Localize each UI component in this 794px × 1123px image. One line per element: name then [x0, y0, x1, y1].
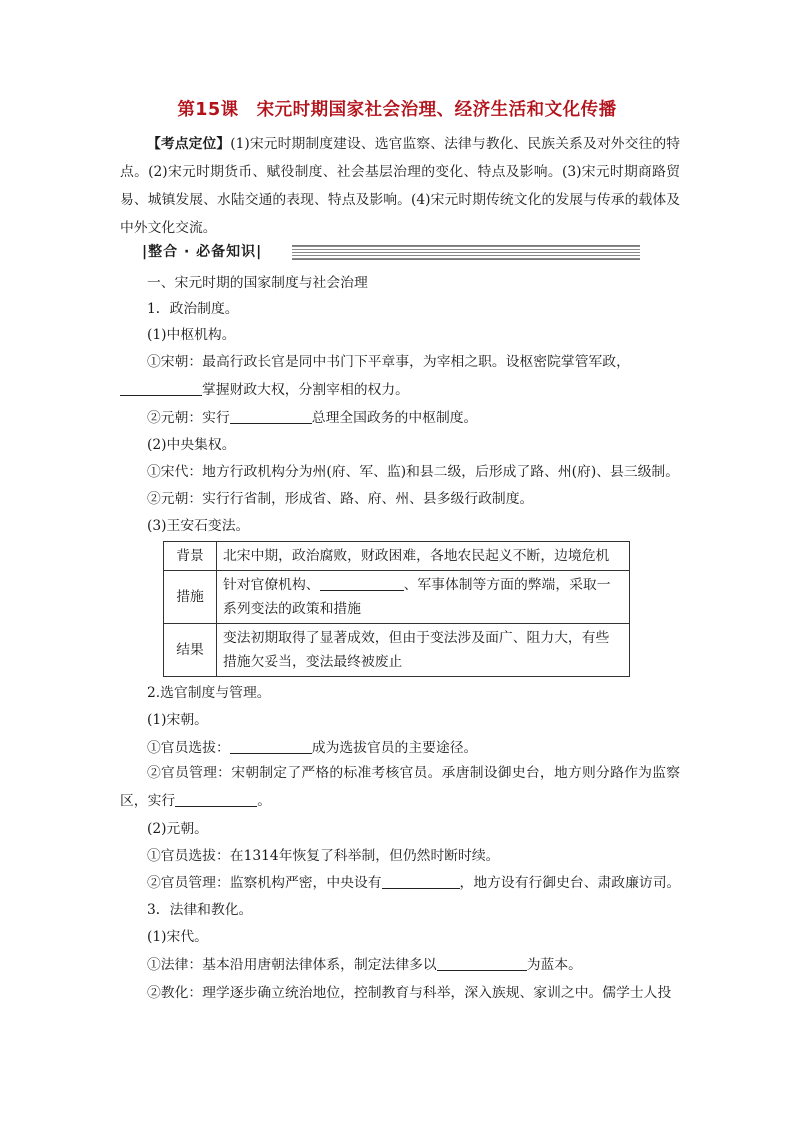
- measures-text-b: 、军事体制等方面的弊端，采取一系列变法的政策和措施: [223, 577, 611, 617]
- section-header-label: |整合 · 必备知识|: [142, 244, 263, 260]
- table-cell-background: 北宋中期，政治腐败，财政困难，各地农民起义不断，边境危机: [217, 542, 630, 571]
- yuan-local-line: ②元朝：实行行省制，形成省、路、府、州、县多级行政制度。: [147, 491, 534, 507]
- heading-song-era: (1)宋代。: [147, 929, 208, 945]
- yuan-management-text-b: ，地方设有行御史台、肃政廉访司。: [459, 875, 681, 891]
- table-cell-result: 变法初期取得了显著成效，但由于变法涉及面广、阻力大，有些措施欠妥当，变法最终被废止: [217, 624, 630, 677]
- heading-national-system: 一、宋元时期的国家制度与社会治理: [147, 275, 368, 291]
- song-central-text-2: 掌握财政大权，分割宰相的权力。: [202, 382, 409, 398]
- heading-song-dynasty: (1)宋朝。: [147, 712, 208, 728]
- heading-central-organs: (1)中枢机构。: [147, 327, 236, 343]
- blank-yuan-system[interactable]: [230, 409, 312, 424]
- reform-table: [163, 541, 630, 677]
- law-text-b: 为蓝本。: [526, 957, 582, 973]
- song-management-text-b: 。: [257, 793, 271, 809]
- blank-reform-measures[interactable]: [320, 576, 404, 591]
- song-selection-text-a: ①官员选拔：: [147, 740, 230, 756]
- law-text-a: ①法律：基本沿用唐朝法律体系，制定法律多以: [147, 957, 437, 973]
- blank-law-basis[interactable]: [437, 956, 527, 971]
- table-row: [164, 542, 630, 571]
- yuan-management-line: [120, 873, 680, 893]
- yuan-central-line: [120, 408, 477, 428]
- song-management-text-a: ②官员管理：宋朝制定了严格的标准考核官员。承唐制设御史台，地方则分路作为监察区，实行: [120, 765, 680, 809]
- yuan-management-text-a: ②官员管理：监察机构严密，中央设有: [147, 875, 382, 891]
- song-central-line-1: ①宋朝：最高行政长官是同中书门下平章事，为宰相之职。设枢密院掌管军政，: [147, 354, 630, 370]
- heading-political-system: 1．政治制度。: [147, 301, 239, 317]
- section-header-hatch: [292, 245, 640, 260]
- song-management-paragraph: [120, 759, 680, 815]
- song-selection-line: [120, 738, 477, 758]
- table-head-result: 结果: [164, 624, 217, 677]
- blank-yuan-censorate[interactable]: [382, 874, 460, 889]
- heading-official-selection: 2.选官制度与管理。: [147, 685, 271, 701]
- table-row: [164, 624, 630, 677]
- table-head-background: 背景: [164, 542, 217, 571]
- exam-focus-paragraph: [120, 130, 680, 242]
- yuan-central-text-b: 总理全国政务的中枢制度。: [311, 410, 478, 426]
- heading-yuan-dynasty: (2)元朝。: [147, 821, 208, 837]
- measures-text-a: 针对官僚机构、: [223, 577, 320, 593]
- heading-law-and-education: 3．法律和教化。: [147, 902, 253, 918]
- law-line: [120, 955, 582, 975]
- song-local-line: ①宋代：地方行政机构分为州(府、军、监)和县二级，后形成了路、州(府)、县三级制。: [147, 464, 680, 480]
- section-header-bar: [142, 240, 640, 264]
- yuan-selection-line: ①官员选拔：在1314年恢复了科举制，但仍然时断时续。: [147, 848, 500, 864]
- exam-focus-text: (1)宋元时期制度建设、选官监察、法律与教化、民族关系及对外交往的特点。(2)宋元时期货币、赋役制度、社会基层治理的变化、特点及影响。(3)宋元时期商路贸易、城镇发展、水陆交通的表现、特点及影响。(4)宋元时期传统文化的发展与传承的载体及中外文化交流。: [120, 136, 680, 236]
- heading-centralization: (2)中央集权。: [147, 437, 236, 453]
- table-head-measures: 措施: [164, 571, 217, 624]
- heading-wang-anshi-reform: (3)王安石变法。: [147, 518, 250, 534]
- education-line: ②教化：理学逐步确立统治地位，控制教育与科举，深入族规、家训之中。儒学士人投: [147, 985, 672, 1001]
- blank-song-finance[interactable]: [120, 381, 202, 396]
- blank-song-selection[interactable]: [230, 739, 312, 754]
- song-selection-text-b: 成为选拔官员的主要途径。: [311, 740, 478, 756]
- exam-focus-label: 【考点定位】: [147, 136, 231, 152]
- table-row: [164, 571, 630, 624]
- table-cell-measures: [217, 571, 630, 624]
- yuan-central-text-a: ②元朝：实行: [147, 410, 230, 426]
- blank-song-supervision[interactable]: [175, 792, 257, 807]
- lesson-title: 第15课 宋元时期国家社会治理、经济生活和文化传播: [177, 100, 617, 120]
- song-central-line-2: [120, 380, 409, 400]
